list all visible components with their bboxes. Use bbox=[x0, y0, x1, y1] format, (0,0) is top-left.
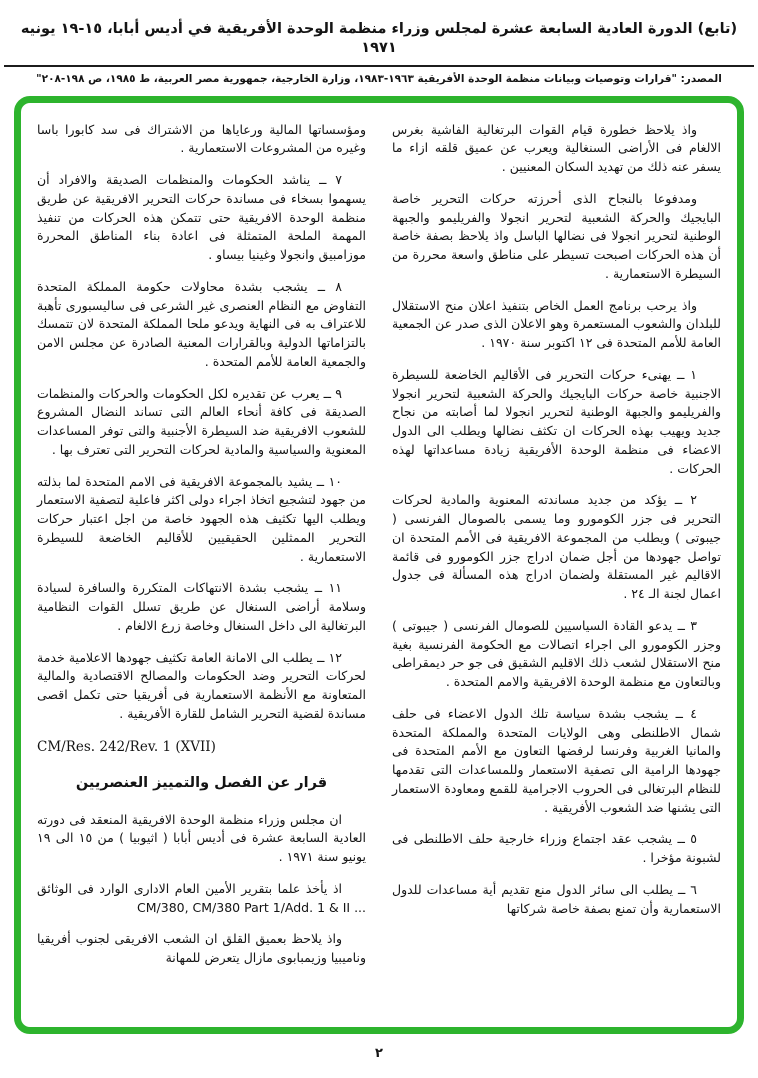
source-citation: المصدر: "قرارات وتوصيات وبيانات منظمة الوحدة الأفريقية ١٩٦٣-١٩٨٣، وزارة الخارجية، جمهورية مصر العربية، ط ١٩٨٥، ص ١٩٨-٢٠٨" bbox=[36, 72, 722, 85]
resolution-reference: CM/Res. 242/Rev. 1 (XVII) bbox=[37, 738, 216, 755]
paragraph: ان مجلس وزراء منظمة الوحدة الافريقية المنعقد فى دورته العادية السابعة عشرة فى أديس أبابا ( اثيوبيا ) من ١٥ الى ١٩ يونيو سنة ١٩٧١ . bbox=[37, 811, 366, 865]
resolution-heading: قرار عن الفصل والتمييز العنصريين bbox=[75, 774, 328, 791]
paragraph-item-6: ٦ ــ يطلب الى سائر الدول منع تقديم أية مساعدات للدول الاستعمارية وأن تمنع بصفة خاصة شركاتها bbox=[392, 881, 721, 916]
two-column-layout bbox=[37, 121, 721, 1015]
paragraph: واذ يلاحظ خطورة قيام القوات البرتغالية الفاشية بغرس الالغام فى الأراضى السنغالية ويعرب عن عميق قلقه ازاء ما يسفر عنه ذلك من تهديد السكان المعنيين . bbox=[392, 121, 721, 175]
paragraph-item-10: ١٠ ــ يشيد بالمجموعة الافريقية فى الامم المتحدة لما بذلته من جهود لتشجيع اتخاذ اجراء دولى اكثر فاعلية لتصفية الاستعمار ويطلب اليها تكثيف هذه الجهود خاصة من اجل اعتبار حركات التحرير الممثلين الحقيقيين للأقاليم الخاضعة للسيطرة الاستعمارية . bbox=[37, 473, 366, 564]
paragraph-item-9: ٩ ــ يعرب عن تقديره لكل الحكومات والحركات والمنظمات الصديقة فى كافة أنحاء العالم التى تساند النضال المشروع للشعوب الافريقية ضد السيطرة الأجنبية والتى توفر المساعدات المعنوية والسياسية والمادية لحركات التحرير التى تعترف بها . bbox=[37, 385, 366, 457]
paragraph: اذ يأخذ علما بتقرير الأمين العام الادارى الوارد فى الوثائق ... CM/380, CM/380 Part 1/Add. 1 & II bbox=[37, 880, 366, 915]
paragraph-item-11: ١١ ــ يشجب بشدة الانتهاكات المتكررة والسافرة لسيادة وسلامة أراضى السنغال عن طريق تسلل القوات النظامية البرتغالية الى داخل السنغال وخاصة زرع الالغام . bbox=[37, 580, 366, 633]
paragraph-item-8: ٨ ــ يشجب بشدة محاولات حكومة المملكة المتحدة التفاوض مع النظام العنصرى غير الشرعى فى ساليسبورى تأهبة للاعتراف به فى النهاية ويدعو ملحا المملكة المتحدة لان تتمسك بالتزاماتها الدولية وبالقرارات المعنية الصادرة عن مجلس الامن والجمعية العامة للأمم المتحدة . bbox=[37, 278, 366, 369]
paragraph-item-12: ١٢ ــ يطلب الى الامانة العامة تكثيف جهودها الاعلامية خدمة لحركات التحرير وضد الحكومات والمصالح الاقتصادية والمالية المتعاونة مع الأنظمة الاستعمارية فى أفريقيا حتى تكمل اقصى مساندة لقضية التحرير الشامل للقارة الأفريقية . bbox=[37, 649, 366, 721]
content-frame bbox=[14, 96, 744, 1034]
paragraph-item-7: ٧ ــ يناشد الحكومات والمنظمات الصديقة والافراد أن يسهموا بسخاء فى مساندة حركات التحرير الافريقية عن طريق منظمة الوحدة الافريقية حتى تتمكن هذه الحركات من تنفيذ المهمة الملحة المتمثلة فى اعادة بناء المناطق المحررة موزامبيق وانجولا وغينيا بيساو . bbox=[37, 172, 366, 263]
session-title: (تابع) الدورة العادية السابعة عشرة لمجلس وزراء منظمة الوحدة الأفريقية في أديس أبابا، ١٥-١٩ يونيه ١٩٧١ bbox=[20, 21, 738, 56]
paragraph: واذ يلاحظ بعميق القلق ان الشعب الافريقى لجنوب أفريقيا وناميبيا وزيمبابوى مازال يتعرض للمهانة bbox=[37, 931, 366, 966]
paragraph: ومدفوعا بالنجاح الذى أحرزته حركات التحرير خاصة البايجيك والحركة الشعبية لتحرير انجولا والفريليمو والجبهة الوطنية لتحرير انجولا فى نضالها الباسل واذ يلاحظ بصفة خاصة أن هذه الحركات اصبحت تسيطر على مناطق واسعة محررة من السيطرة الاستعمارية . bbox=[392, 190, 721, 281]
paragraph-item-2: ٢ ــ يؤكد من جديد مساندته المعنوية والمادية لحركات التحرير فى جزر الكومورو وما يسمى بالصومال الفرنسى ( جيبوتى ) ويطلب من المجموعة الافريقية فى الأمم المتحدة ان تواصل جهودها من أجل ضمان ادراج جزر الكومورو فى قائمة الاقاليم غير المستقلة ولضمان ادراج هذه المسألة فى جدول اعمال لجنة الـ ٢٤ . bbox=[392, 492, 721, 602]
paragraph-item-1: ١ ــ يهنىء حركات التحرير فى الأقاليم الخاضعة للسيطرة الاجنبية خاصة حركات البايجيك والحركة الشعبية لتحرير انجولا والفريليمو والجبهة الوطنية لتحرير انجولا لما أصابته من نجاح جديد ويهيب بهذه الحركات ان تكثف نضالها ويطلب الى الدول الاعضاء فى منظمة الوحدة الأفريقية زيادة مساعداتها لهذه الحركات . bbox=[392, 366, 721, 476]
column-right bbox=[392, 121, 721, 1015]
paragraph-item-5: ٥ ــ يشجب عقد اجتماع وزراء خارجية حلف الاطلنطى فى لشبونة مؤخرا . bbox=[392, 831, 721, 866]
column-left bbox=[37, 121, 366, 1015]
page-header bbox=[0, 0, 758, 85]
paragraph-continuation: ومؤسساتها المالية ورعاياها من الاشتراك فى سد كابورا باسا وغيره من المشروعات الاستعمارية . bbox=[37, 121, 366, 156]
page-number: ٢ bbox=[375, 1045, 383, 1061]
paragraph-item-4: ٤ ــ يشجب بشدة سياسة تلك الدول الاعضاء فى حلف شمال الاطلنطى وهى الولايات المتحدة والمملكة المتحدة والمانيا الغربية وفرنسا لرفضها التعاون مع الأمم المتحدة فى جهودها الرامية الى تصفية الاستعمار وللمساعدات التى تقدمها للنظام البرتغالى فى الحروب الاجرامية للقمع ومعاودة الاستعمار التى يشنها ضد الشعوب الأفريقية . bbox=[392, 705, 721, 815]
header-divider bbox=[4, 65, 754, 67]
paragraph-item-3: ٣ ــ يدعو القادة السياسيين للصومال الفرنسى ( جيبوتى ) وجزر الكومورو الى اجراء اتصالات مع الحكومة الفرنسية بغية منح الاستقلال لشعب ذلك الاقليم الشقيق فى جو حر ديمقراطى وبالتعاون مع منظمة الوحدة الافريقية والامم المتحدة . bbox=[392, 617, 721, 690]
paragraph: واذ يرحب برنامج العمل الخاص بتنفيذ اعلان منح الاستقلال للبلدان والشعوب المستعمرة وهو الاعلان الذى صدر عن الجمعية العامة للأمم المتحدة فى ١٢ اكتوبر سنة ١٩٧٠ . bbox=[392, 297, 721, 351]
